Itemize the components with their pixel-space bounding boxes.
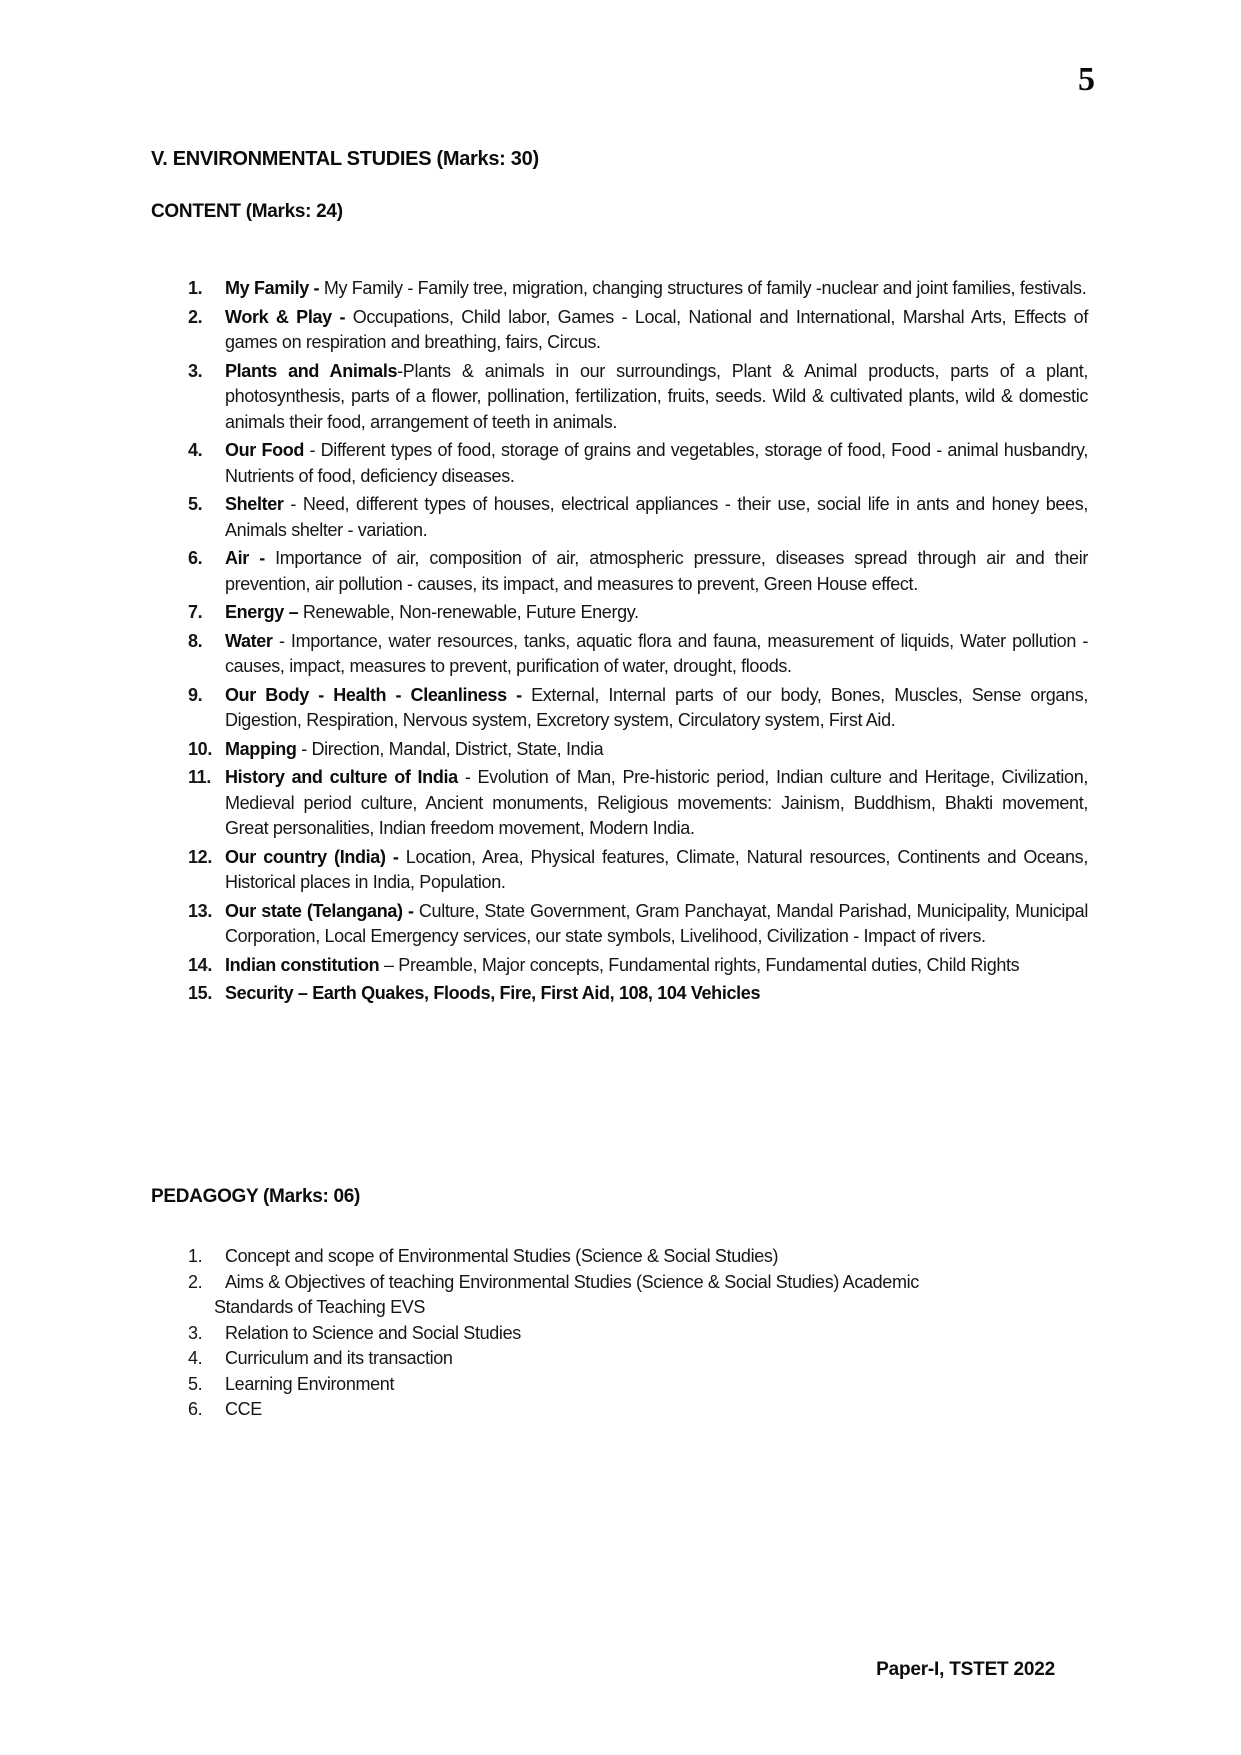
- content-item-3: [188, 359, 1088, 436]
- item-number: 6.: [188, 548, 203, 568]
- item-text-line2: Standards of Teaching EVS: [214, 1297, 426, 1317]
- content-section-heading: CONTENT (Marks: 24): [151, 201, 343, 222]
- item-description: - Importance, water resources, tanks, aquatic flora and fauna, measurement of liquids, Water pollution - causes, impact, measures to prevent, purification of water, drought, floods.: [225, 630, 1088, 676]
- content-item-1: [188, 276, 1088, 302]
- item-text: CCE: [225, 1399, 262, 1419]
- content-item-4: [188, 438, 1088, 489]
- item-number: 7.: [188, 602, 203, 622]
- item-topic: Energy –: [225, 602, 299, 622]
- item-text: Relation to Science and Social Studies: [225, 1322, 521, 1343]
- page-title: V. ENVIRONMENTAL STUDIES (Marks: 30): [151, 148, 539, 170]
- item-number: 1.: [188, 278, 203, 298]
- item-number: 6.: [188, 1399, 203, 1419]
- item-topic: History and culture of India: [225, 767, 458, 787]
- item-description: Occupations, Child labor, Games - Local, National and International, Marshal Arts, Effects of games on respiration and breathing, fairs, Circus.: [225, 306, 1088, 352]
- item-description: - Need, different types of houses, electrical appliances - their use, social life in ants and honey bees, Animals shelter - variation.: [225, 494, 1088, 540]
- item-number: 1.: [188, 1246, 203, 1266]
- content-item-8: [188, 629, 1088, 680]
- item-topic: Plants and Animals: [225, 360, 398, 381]
- content-item-11: [188, 765, 1088, 842]
- item-number: 14.: [188, 954, 212, 975]
- item-topic: Our Body - Health - Cleanliness -: [225, 684, 522, 705]
- page-number: 5: [1078, 61, 1095, 98]
- item-number: 2.: [188, 1271, 203, 1292]
- item-number: 12.: [188, 846, 212, 867]
- content-item-10: [188, 737, 1088, 763]
- item-number: 2.: [188, 306, 203, 327]
- content-topic-list: [188, 276, 1088, 1010]
- item-topic: Our state (Telangana) -: [225, 900, 414, 921]
- content-item-13: [188, 899, 1088, 950]
- pedagogy-section-heading: PEDAGOGY (Marks: 06): [151, 1186, 361, 1207]
- content-item-2: [188, 305, 1088, 356]
- item-topic: Our Food: [225, 440, 305, 460]
- item-description: – Preamble, Major concepts, Fundamental rights, Fundamental duties, Child Rights: [379, 954, 1020, 975]
- item-topic: Security – Earth Quakes, Floods, Fire, First Aid, 108, 104 Vehicles: [225, 983, 761, 1003]
- item-number: 4.: [188, 1348, 203, 1368]
- pedagogy-item-2: [188, 1270, 1088, 1321]
- content-item-12: [188, 845, 1088, 896]
- item-number: 5.: [188, 1373, 203, 1394]
- item-number: 9.: [188, 684, 203, 705]
- item-description: -Plants & animals in our surroundings, Plant & Animal products, parts of a plant, photosynthesis, parts of a flower, pollination, fertilization, fruits, seeds. Wild & cultivated plants, wild & domestic animals their food, arrangement of teeth in animals.: [225, 360, 1088, 432]
- item-text: Aims & Objectives of teaching Environmental Studies (Science & Social Studies) Academic: [225, 1271, 919, 1292]
- item-description: Location, Area, Physical features, Climate, Natural resources, Continents and Oceans, Historical places in India, Population.: [225, 846, 1088, 892]
- item-number: 11.: [188, 767, 211, 787]
- item-number: 4.: [188, 440, 203, 460]
- item-topic: Air -: [225, 548, 265, 568]
- pedagogy-item-6: [188, 1397, 1088, 1423]
- item-topic: Shelter: [225, 494, 284, 514]
- pedagogy-item-5: [188, 1372, 1088, 1398]
- item-text: Concept and scope of Environmental Studies (Science & Social Studies): [225, 1246, 779, 1266]
- pedagogy-item-4: [188, 1346, 1088, 1372]
- content-item-14: [188, 953, 1088, 979]
- item-number: 15.: [188, 983, 212, 1003]
- item-text: Curriculum and its transaction: [225, 1348, 453, 1368]
- item-number: 5.: [188, 494, 203, 514]
- item-text: Learning Environment: [225, 1373, 395, 1394]
- item-description: - Different types of food, storage of grains and vegetables, storage of food, Food - animal husbandry, Nutrients of food, deficiency diseases.: [225, 440, 1089, 486]
- item-description: Importance of air, composition of air, atmospheric pressure, diseases spread through air and their prevention, air pollution - causes, its impact, and measures to prevent, Green House effect.: [225, 548, 1088, 594]
- page-footer: Paper-I, TSTET 2022: [876, 1659, 1055, 1680]
- item-number: 3.: [188, 360, 203, 381]
- item-topic: My Family -: [225, 278, 320, 298]
- item-description: - Direction, Mandal, District, State, India: [296, 738, 604, 759]
- pedagogy-item-1: [188, 1244, 1088, 1270]
- item-description: External, Internal parts of our body, Bones, Muscles, Sense organs, Digestion, Respiration, Nervous system, Excretory system, Circulatory system, First Aid.: [225, 684, 1089, 730]
- item-number: 3.: [188, 1322, 203, 1343]
- item-topic: Work & Play -: [225, 306, 346, 327]
- item-number: 13.: [188, 900, 212, 921]
- item-description: Culture, State Government, Gram Panchayat, Mandal Parishad, Municipality, Municipal Corporation, Local Emergency services, our state symbols, Livelihood, Civilization - Impact of rivers.: [225, 900, 1088, 946]
- content-item-7: [188, 600, 1088, 626]
- item-number: 8.: [188, 630, 203, 651]
- item-description: - Evolution of Man, Pre-historic period, Indian culture and Heritage, Civilization, Medieval period culture, Ancient monuments, Religious movements: Jainism, Buddhism, Bhakti movement, Great personalities, Indian freedom movement, Modern India.: [225, 767, 1088, 838]
- item-description: Renewable, Non-renewable, Future Energy.: [298, 602, 639, 622]
- item-topic: Water: [225, 630, 273, 651]
- pedagogy-item-3: [188, 1321, 1088, 1347]
- content-item-5: [188, 492, 1088, 543]
- pedagogy-topic-list: [188, 1244, 1088, 1423]
- content-item-15: [188, 981, 1088, 1007]
- item-description: My Family - Family tree, migration, changing structures of family -nuclear and joint families, festivals.: [319, 278, 1087, 298]
- item-number: 10.: [188, 738, 212, 759]
- content-item-9: [188, 683, 1088, 734]
- item-topic: Indian constitution: [225, 954, 380, 975]
- item-topic: Our country (India) -: [225, 846, 399, 867]
- content-item-6: [188, 546, 1088, 597]
- item-topic: Mapping: [225, 738, 297, 759]
